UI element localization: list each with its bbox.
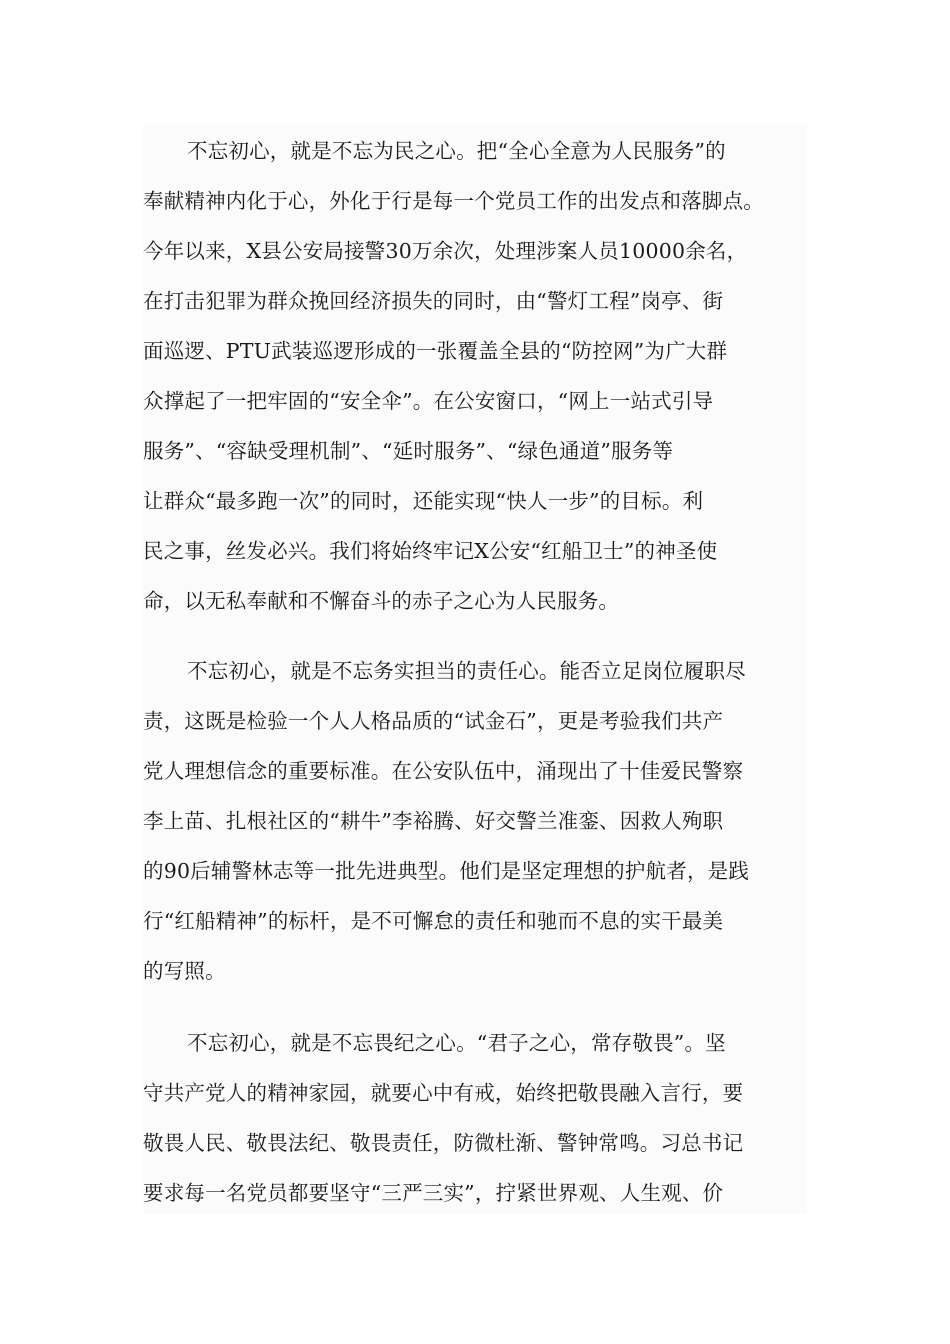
paragraph-line: 服务”、“容缺受理机制”、“延时服务”、“绿色通道”服务等 <box>143 439 674 463</box>
paragraph-line: 责，这既是检验一个人人格品质的“试金石”，更是考验我们共产 <box>143 709 724 733</box>
paragraph-line: 不忘初心，就是不忘务实担当的责任心。能否立足岗位履职尽 <box>187 659 746 683</box>
paragraph-line: 民之事，丝发必兴。我们将始终牢记X公安“红船卫士”的神圣使 <box>143 539 718 563</box>
paragraph-line: 党人理想信念的重要标准。在公安队伍中，涌现出了十佳爱民警察 <box>143 759 744 783</box>
paragraph-line: 在打击犯罪为群众挽回经济损失的同时，由“警灯工程”岗亭、街 <box>143 289 724 313</box>
paragraph-line: 今年以来，X县公安局接警30万余次，处理涉案人员10000余名， <box>143 239 748 263</box>
paragraph-line: 命，以无私奉献和不懈奋斗的赤子之心为人民服务。 <box>143 589 620 613</box>
paragraph-line: 李上苗、扎根社区的“耕牛”李裕腾、好交警兰准銮、因救人殉职 <box>143 809 724 833</box>
paragraph-line: 不忘初心，就是不忘为民之心。把“全心全意为人民服务”的 <box>187 139 726 163</box>
paragraph-line: 众撑起了一把牢固的“安全伞”。在公安窗口，“网上一站式引导 <box>143 389 714 413</box>
paragraph-line: 不忘初心，就是不忘畏纪之心。“君子之心，常存敬畏”。坚 <box>187 1031 726 1055</box>
paragraph-line: 要求每一名党员都要坚守“三严三实”，拧紧世界观、人生观、价 <box>143 1181 724 1205</box>
paragraph-line: 奉献精神内化于心，外化于行是每一个党员工作的出发点和落脚点。 <box>143 189 764 213</box>
paragraph-line: 的写照。 <box>143 959 226 983</box>
paragraph-line: 行“红船精神”的标杆，是不可懈怠的责任和驰而不息的实干最美 <box>143 909 724 933</box>
paragraph-line: 面巡逻、PTU武装巡逻形成的一张覆盖全县的“防控网”为广大群 <box>143 339 728 363</box>
paragraph-line: 的90后辅警林志等一批先进典型。他们是坚定理想的护航者，是践 <box>143 859 750 883</box>
paragraph-line: 让群众“最多跑一次”的同时，还能实现“快人一步”的目标。利 <box>143 489 704 513</box>
document-body <box>143 124 807 1214</box>
paragraph-line: 敬畏人民、敬畏法纪、敬畏责任，防微杜渐、警钟常鸣。习总书记 <box>143 1131 744 1155</box>
paragraph-line: 守共产党人的精神家园，就要心中有戒，始终把敬畏融入言行，要 <box>143 1081 744 1105</box>
